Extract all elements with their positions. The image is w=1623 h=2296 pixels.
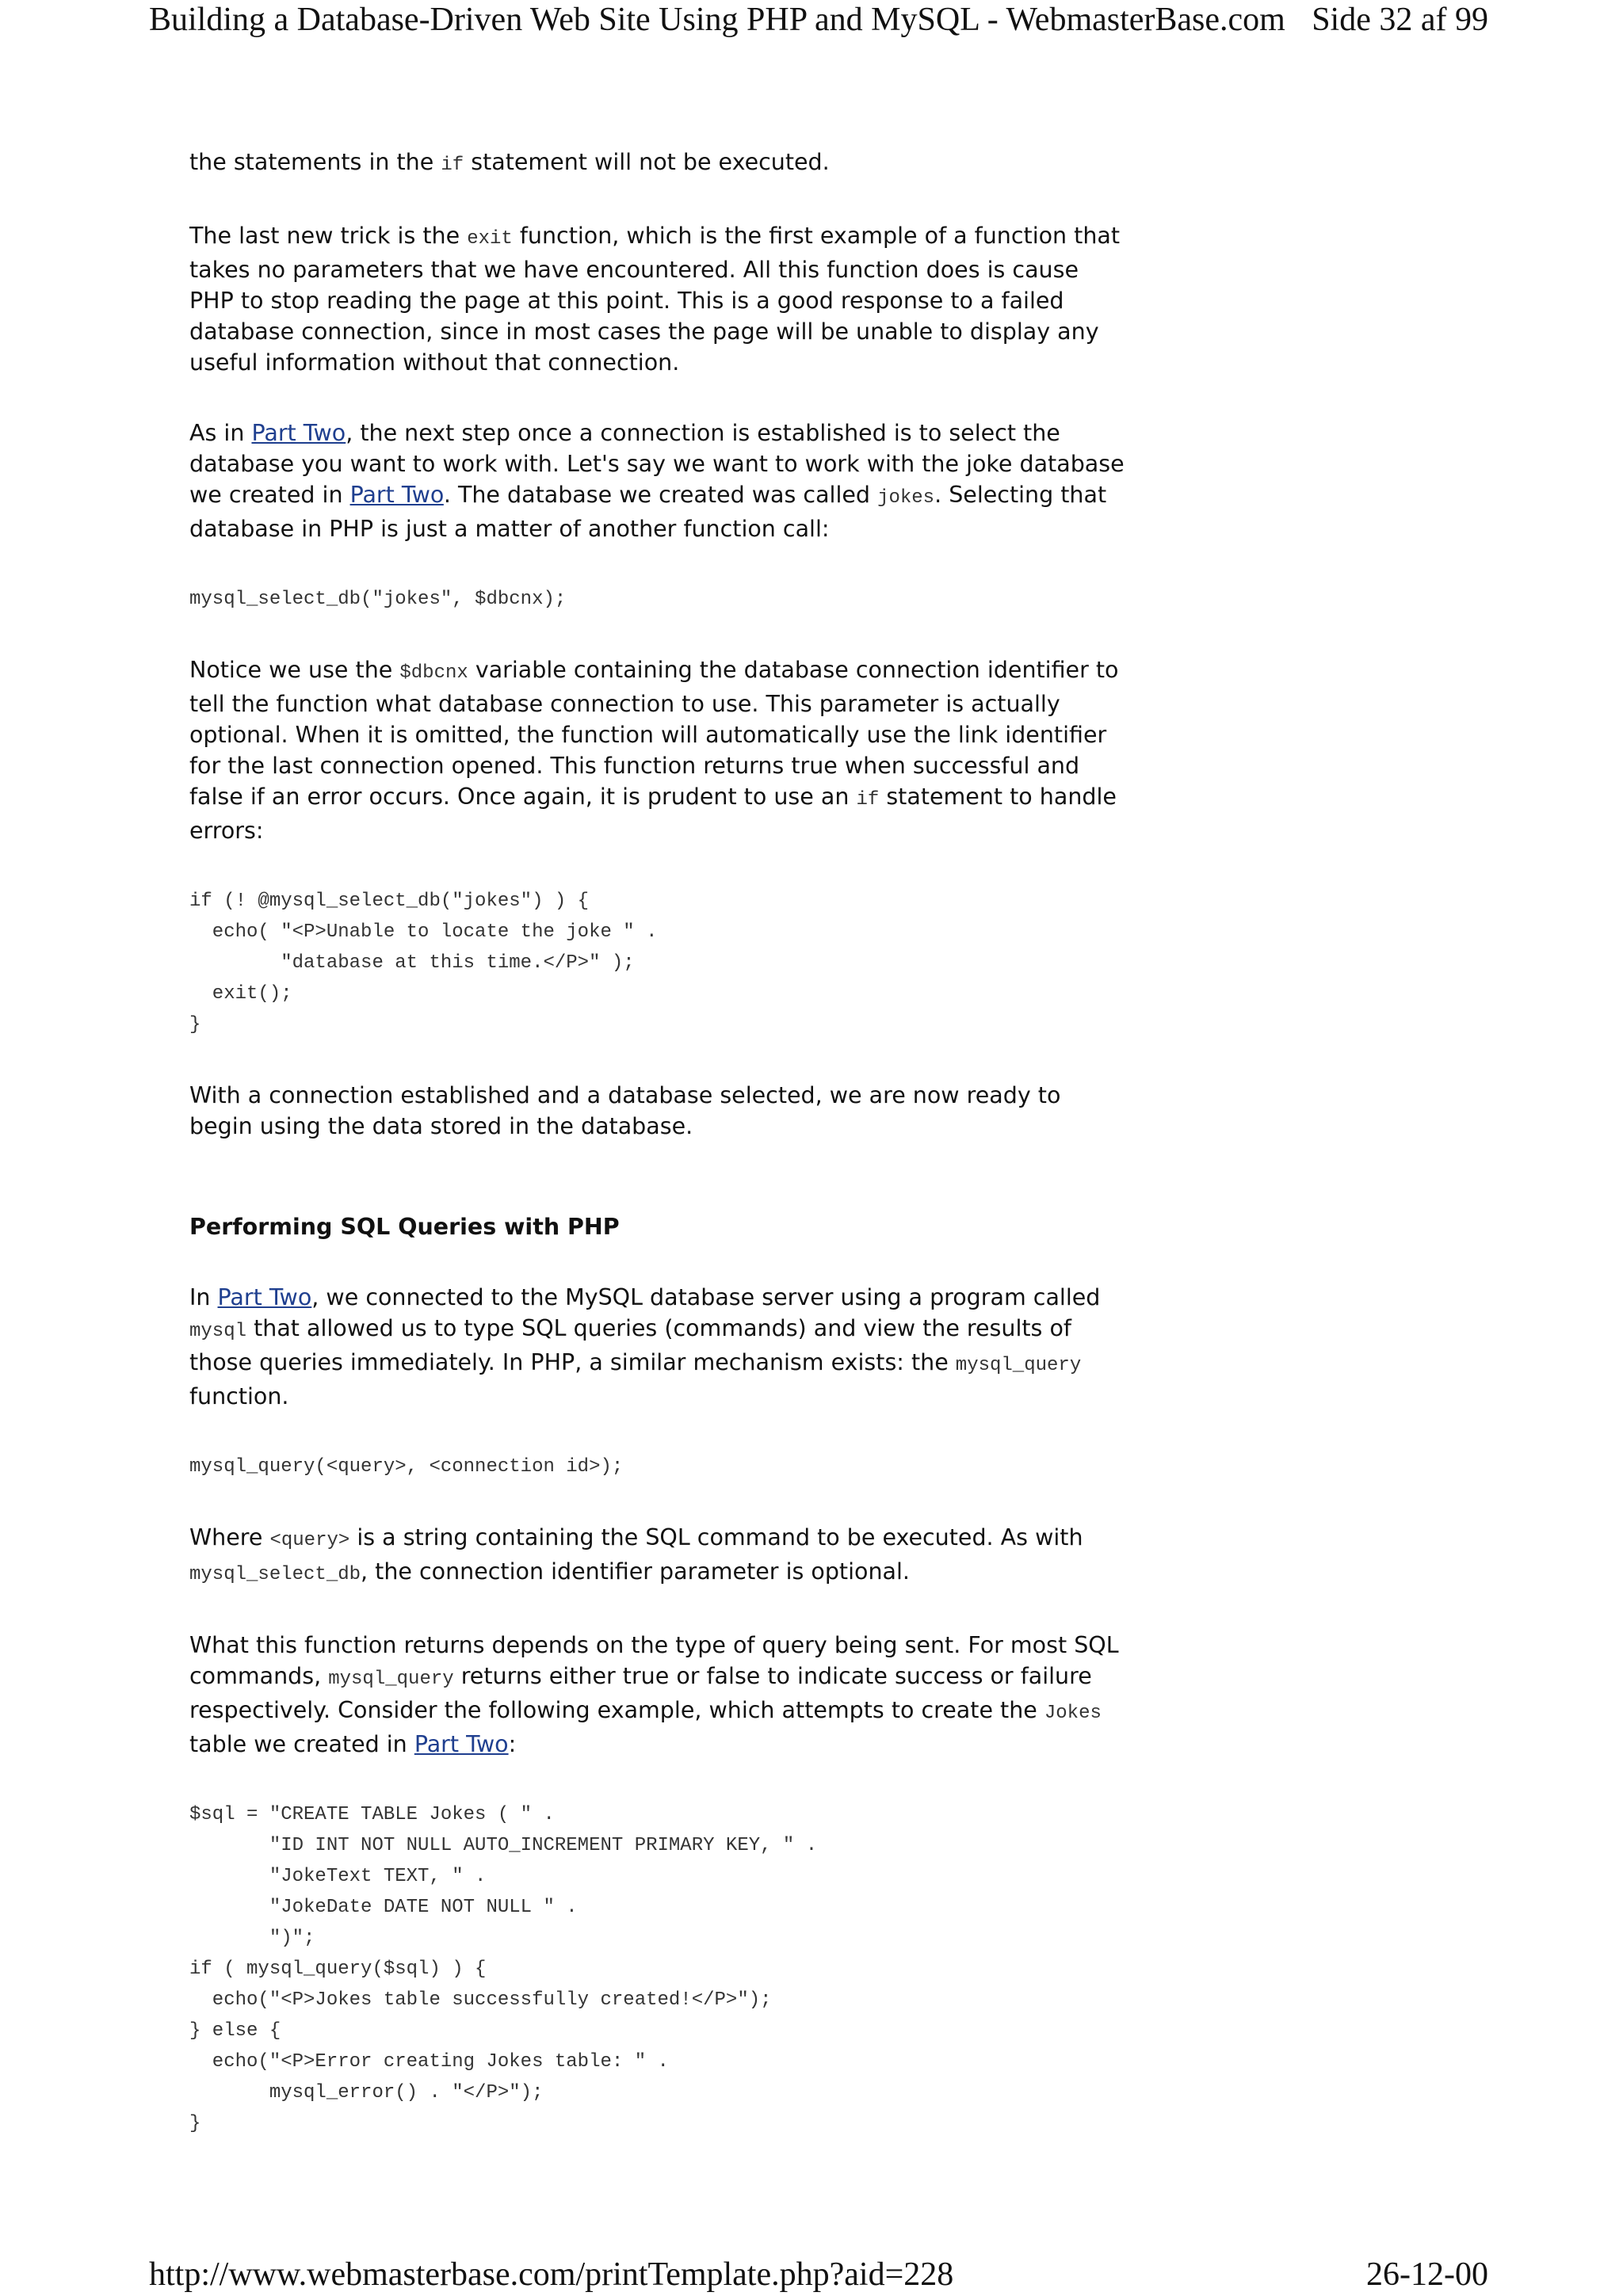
code-block: $sql = "CREATE TABLE Jokes ( " . "ID INT NOT NULL AUTO_INCREMENT PRIMARY KEY, " . "JokeText TEXT, " . "JokeDate DATE NOT NULL " . ")"; if ( mysql_query($sql) ) { echo("<P>Jokes table successfully created!</P>"); } else { echo("<P>Error creating Jokes table: " . mysql_error() . "</P>"); }: [189, 1804, 818, 2134]
text: statement to handle errors:: [189, 784, 1117, 844]
article-body: [189, 147, 1125, 2179]
paragraph: [189, 654, 1125, 846]
code-block: mysql_query(<query>, <connection id>);: [189, 1456, 624, 1478]
text: the statements in the: [189, 149, 441, 175]
inline-code: <query>: [269, 1530, 350, 1551]
text: What this function returns depends on the type of query being sent. For most SQL commands,: [189, 1632, 1119, 1689]
paragraph: [189, 1282, 1125, 1412]
paragraph: [189, 220, 1125, 378]
inline-code: exit: [467, 228, 513, 250]
text: , we connected to the MySQL database server using a program called: [311, 1284, 1101, 1310]
text: The last new trick is the: [189, 223, 468, 249]
text: variable containing the database connection identifier to tell the function what database connection to use. This parameter is actually optional. When it is omitted, the function will automatically use the link identifier for the last connection opened. This function returns true when successful and false if an error occurs. Once again, it is prudent to use an: [189, 657, 1119, 810]
inline-code: mysql_query: [955, 1355, 1082, 1376]
text: function, which is the first example of a function that takes no parameters that we have encountered. All this function does is cause PHP to stop reading the page at this point. This is a good response to a failed database connection, since in most cases the page will be unable to display any useful information without that connection.: [189, 223, 1121, 376]
text: . The database we created was called: [443, 482, 878, 508]
inline-code: Jokes: [1044, 1703, 1102, 1724]
part-two-link[interactable]: Part Two: [414, 1731, 509, 1757]
print-date: 26-12-00: [1366, 2256, 1488, 2293]
part-two-link[interactable]: Part Two: [217, 1284, 312, 1310]
text: table we created in: [189, 1731, 414, 1757]
inline-code: mysql_select_db: [189, 1564, 361, 1585]
inline-code: mysql: [189, 1321, 247, 1342]
text: that allowed us to type SQL queries (commands) and view the results of those queries immediately. In PHP, a similar mechanism exists: the: [189, 1315, 1071, 1375]
document-title: Building a Database-Driven Web Site Using PHP and MySQL - WebmasterBase.com: [149, 2, 1285, 38]
inline-code: $dbcnx: [399, 662, 468, 684]
print-footer: [149, 2255, 1488, 2294]
page-url: http://www.webmasterbase.com/printTemplate.php?aid=228: [149, 2256, 954, 2293]
paragraph: [189, 1630, 1125, 1760]
inline-code: jokes: [877, 487, 935, 509]
paragraph: [189, 418, 1125, 544]
text: :: [508, 1731, 517, 1757]
code-block: if (! @mysql_select_db("jokes") ) { echo( "<P>Unable to locate the joke " . "database at this time.</P>" ); exit(); }: [189, 891, 658, 1035]
text: Notice we use the: [189, 657, 400, 683]
text: , the connection identifier parameter is optional.: [361, 1558, 910, 1585]
part-two-link[interactable]: Part Two: [251, 420, 346, 446]
page-number: Side 32 af 99: [1312, 2, 1488, 38]
inline-code: if: [856, 789, 880, 810]
code-block: mysql_select_db("jokes", $dbcnx);: [189, 589, 567, 610]
text: With a connection established and a database selected, we are now ready to begin using the data stored in the database.: [189, 1082, 1061, 1139]
text: function.: [189, 1383, 289, 1409]
paragraph: [189, 147, 1125, 181]
print-header: [149, 0, 1488, 40]
paragraph: [189, 1080, 1125, 1142]
paragraph: [189, 1522, 1125, 1590]
text: As in: [189, 420, 252, 446]
part-two-link[interactable]: Part Two: [349, 482, 444, 508]
text: In: [189, 1284, 218, 1310]
inline-code: mysql_query: [328, 1669, 454, 1690]
text: statement will not be executed.: [464, 149, 830, 175]
text: . Selecting that database in PHP is just a matter of another function call:: [189, 482, 1107, 542]
text: returns either true or false to indicate success or failure respectively. Consider the following example, which attempts to create the: [189, 1663, 1092, 1723]
text: , the next step once a connection is established is to select the database you want to work with. Let's say we want to work with the joke database we created in: [189, 420, 1125, 508]
text: is a string containing the SQL command to be executed. As with: [349, 1524, 1083, 1550]
section-heading: Performing SQL Queries with PHP: [189, 1214, 620, 1240]
inline-code: if: [441, 154, 464, 176]
text: Where: [189, 1524, 270, 1550]
